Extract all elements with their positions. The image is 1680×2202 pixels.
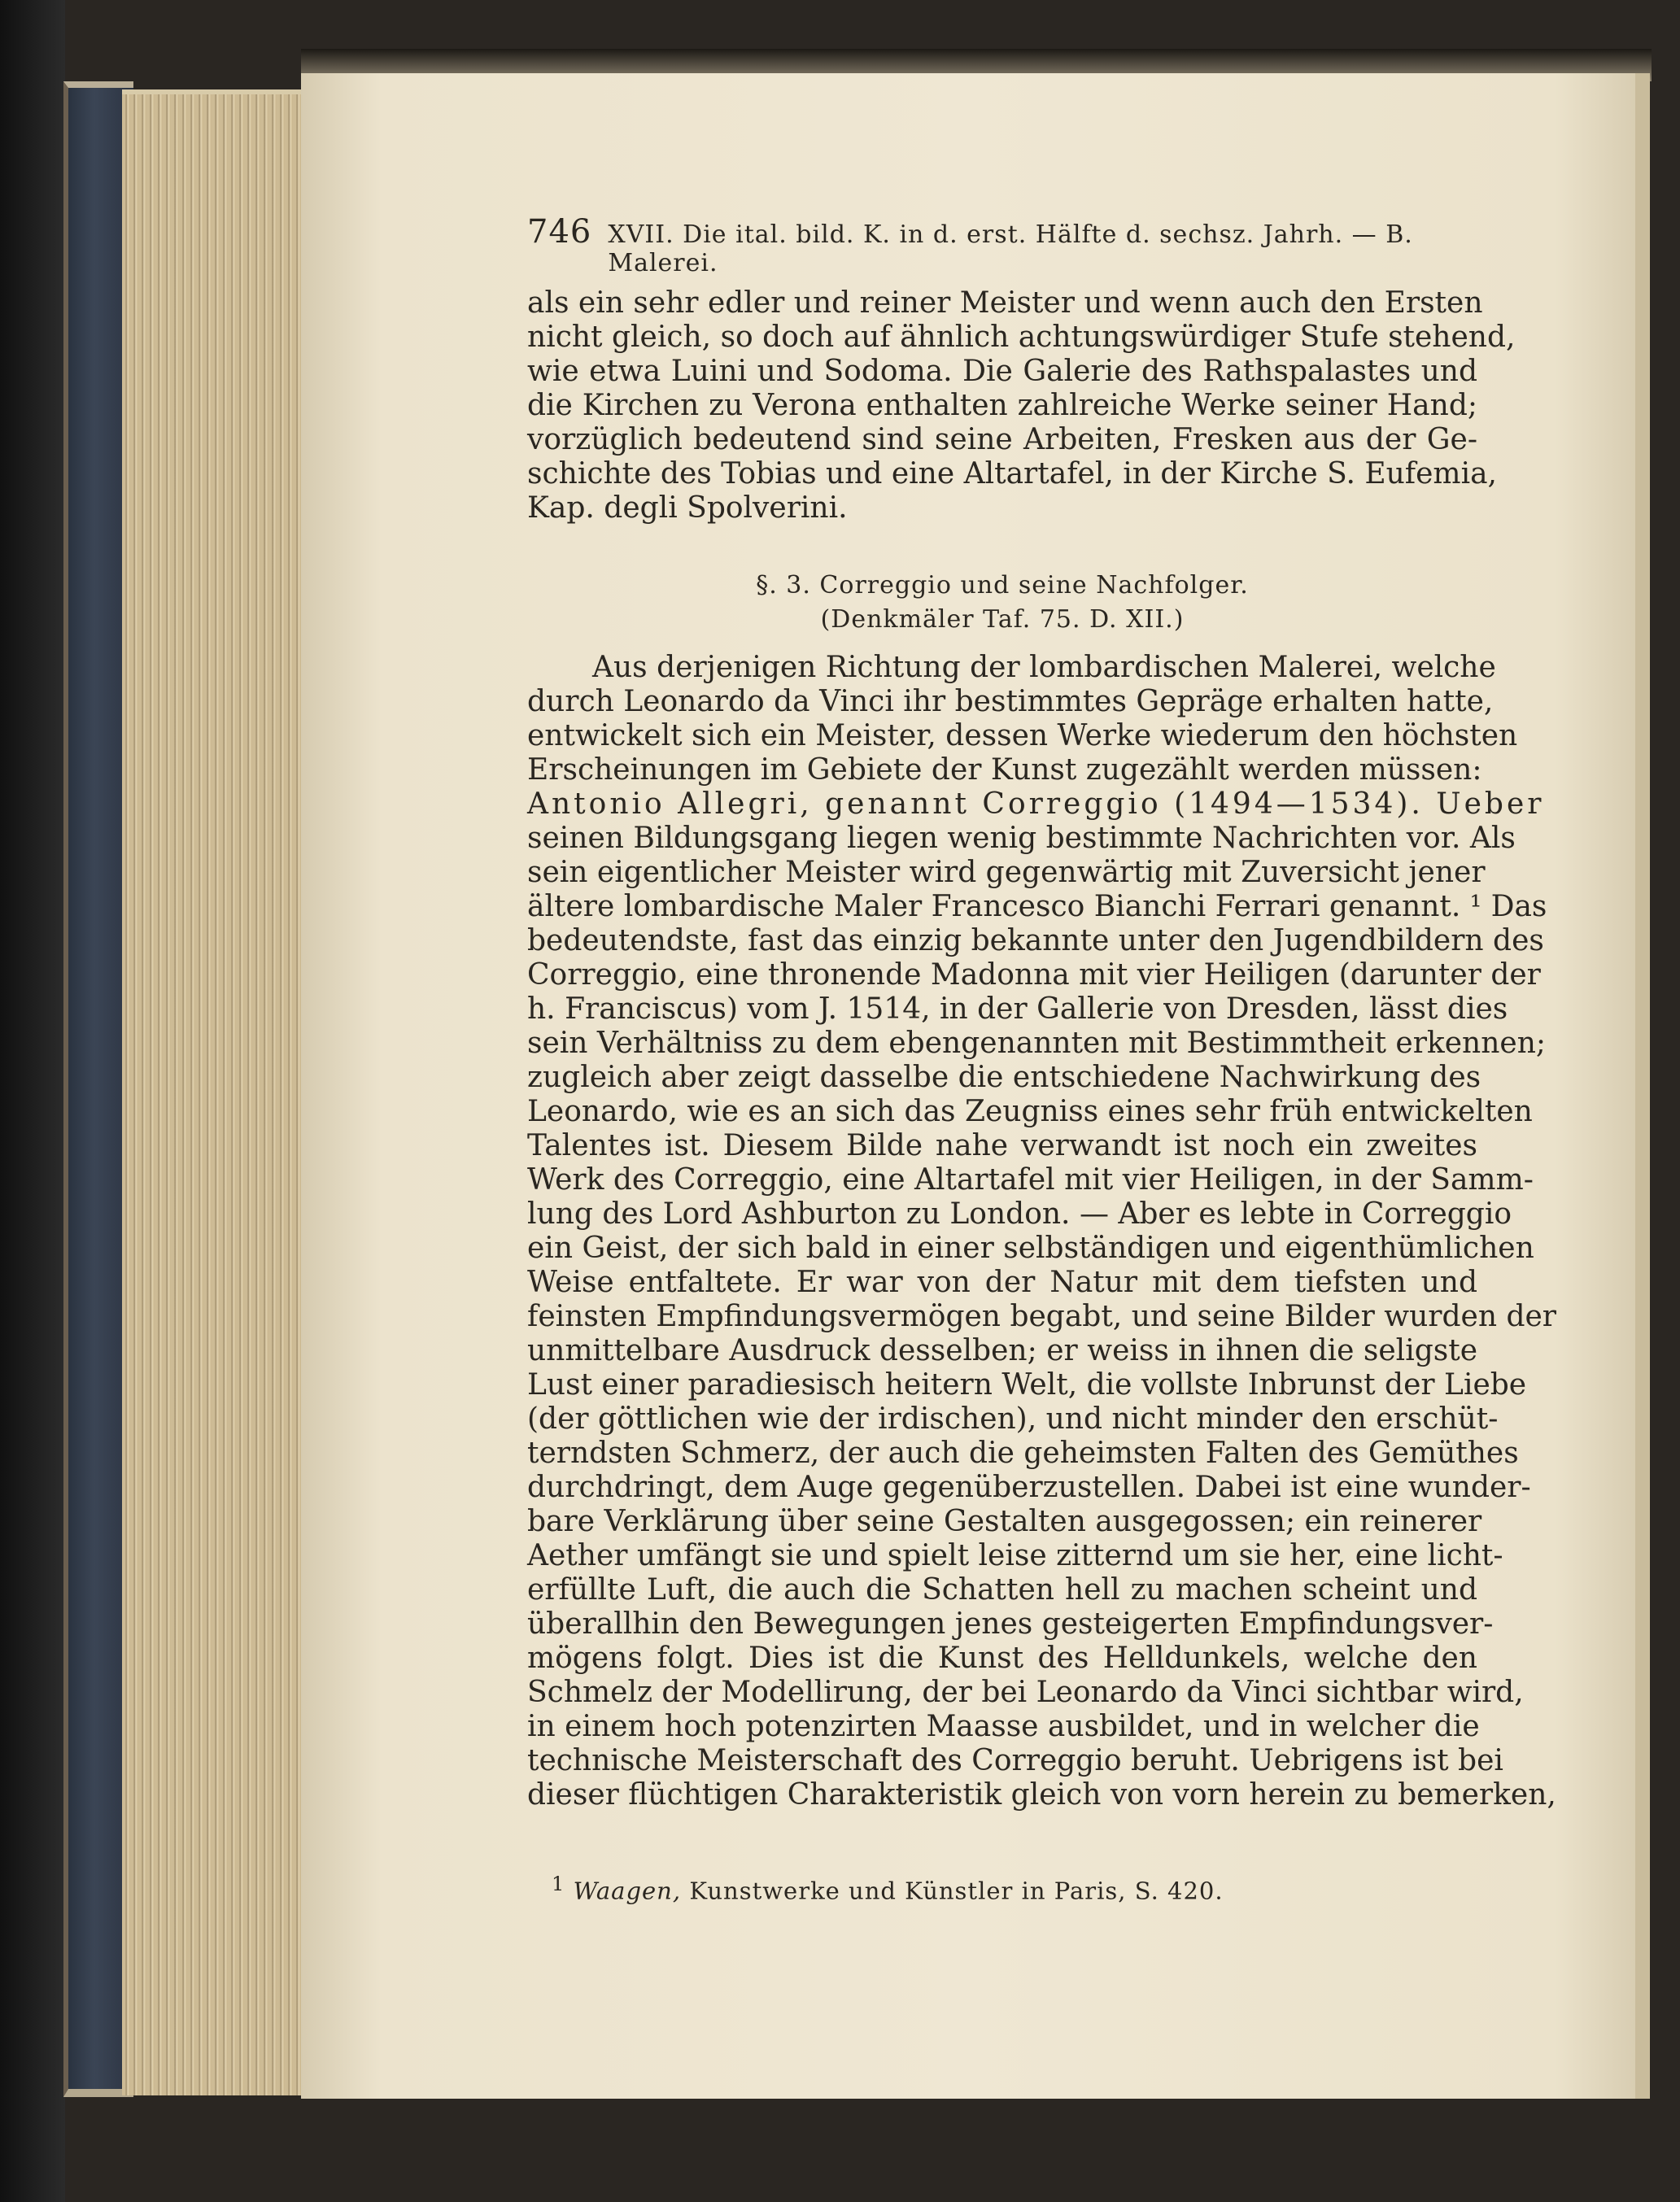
footnote-text: Kunstwerke und Künstler in Paris, S. 420. [689, 1877, 1224, 1905]
paragraph2-line: lung des Lord Ashburton zu London. — Aber es lebte in Correggio [527, 1197, 1512, 1231]
paragraph1-line: nicht gleich, so doch auf ähnlich achtungswürdiger Stufe stehend, [527, 320, 1516, 354]
running-title: XVII. Die ital. bild. K. in d. erst. Hälfte d. sechsz. Jahrh. — B. Malerei. [608, 220, 1413, 277]
paragraph1-line: vorzüglich bedeutend sind seine Arbeiten, Fresken aus der Ge- [527, 423, 1477, 456]
running-header [527, 213, 1477, 277]
paragraph2-line: ein Geist, der sich bald in einer selbständigen und eigenthümlichen [527, 1232, 1534, 1265]
paragraph2-line: Weise entfaltete. Er war von der Natur mit dem tiefsten und [527, 1266, 1477, 1299]
paragraph2-line: terndsten Schmerz, der auch die geheimsten Falten des Gemüthes [527, 1437, 1519, 1470]
paragraph2-line: entwickelt sich ein Meister, dessen Werke wiederum den höchsten [527, 719, 1518, 752]
paragraph2-line: h. Franciscus) vom J. 1514, in der Gallerie von Dresden, lässt dies [527, 992, 1508, 1026]
paragraph2-line: in einem hoch potenzirten Maasse ausbildet, und in welcher die [527, 1710, 1480, 1743]
paragraph1-line: wie etwa Luini und Sodoma. Die Galerie des Rathspalastes und [527, 355, 1477, 388]
paragraph2-line: Erscheinungen im Gebiete der Kunst zugezählt werden müssen: [527, 753, 1482, 787]
paragraph1-line: die Kirchen zu Verona enthalten zahlreiche Werke seiner Hand; [527, 389, 1477, 422]
paragraph2-line: (der göttlichen wie der irdischen), und nicht minder den erschüt- [527, 1402, 1499, 1436]
paragraph2-line: feinsten Empfindungsvermögen begabt, und seine Bilder wurden der [527, 1300, 1557, 1333]
paragraph2-line: Leonardo, wie es an sich das Zeugniss eines sehr früh entwickelten [527, 1095, 1533, 1128]
paragraph2-line: überallhin den Bewegungen jenes gesteigerten Empfindungsver- [527, 1607, 1494, 1641]
footnote [552, 1873, 1224, 1905]
paragraph2-line: technische Meisterschaft des Correggio beruht. Uebrigens ist bei [527, 1744, 1503, 1777]
paragraph2-line: Schmelz der Modellirung, der bei Leonardo da Vinci sichtbar wird, [527, 1676, 1524, 1709]
paragraph2-line: bedeutendste, fast das einzig bekannte unter den Jugendbildern des [527, 924, 1544, 957]
footnote-author: Waagen, [573, 1877, 682, 1905]
paragraph2-line: bare Verklärung über seine Gestalten ausgegossen; ein reinerer [527, 1505, 1482, 1538]
paragraph2-line: erfüllte Luft, die auch die Schatten hell zu machen scheint und [527, 1573, 1477, 1607]
section-heading: §. 3. Correggio und seine Nachfolger. [756, 571, 1249, 600]
paragraph2-line: Antonio Allegri, genannt Correggio (1494—1534). Ueber [527, 787, 1545, 821]
section-subheading: (Denkmäler Taf. 75. D. XII.) [820, 605, 1185, 634]
paragraph2-line: seinen Bildungsgang liegen wenig bestimmte Nachrichten vor. Als [527, 822, 1516, 855]
paragraph1-line: schichte des Tobias und eine Altartafel, in der Kirche S. Eufemia, [527, 457, 1497, 491]
paragraph2-line: Aether umfängt sie und spielt leise zitternd um sie her, eine licht- [527, 1539, 1503, 1572]
paragraph2-line: zugleich aber zeigt dasselbe die entschiedene Nachwirkung des [527, 1061, 1481, 1094]
paragraph2-line: Correggio, eine thronende Madonna mit vier Heiligen (darunter der [527, 958, 1541, 992]
paragraph2-line: Lust einer paradiesisch heitern Welt, die vollste Inbrunst der Liebe [527, 1368, 1527, 1402]
paragraph2-line: sein Verhältniss zu dem ebengenannten mit Bestimmtheit erkennen; [527, 1027, 1547, 1060]
paragraph2-line: dieser flüchtigen Charakteristik gleich von vorn herein zu bemerken, [527, 1778, 1556, 1812]
paragraph2-line: mögens folgt. Dies ist die Kunst des Helldunkels, welche den [527, 1642, 1477, 1675]
paragraph1-line: Kap. degli Spolverini. [527, 491, 848, 525]
paragraph2-line: Talentes ist. Diesem Bilde nahe verwandt ist noch ein zweites [527, 1129, 1477, 1162]
page-edges [122, 89, 309, 2095]
paragraph2-line: unmittelbare Ausdruck desselben; er weiss in ihnen die seligste [527, 1334, 1477, 1367]
paragraph2-line: durchdringt, dem Auge gegenüberzustellen. Dabei ist eine wunder- [527, 1471, 1531, 1504]
paragraph2-line: Werk des Correggio, eine Altartafel mit vier Heiligen, in der Samm- [527, 1163, 1534, 1197]
paragraph2-line: durch Leonardo da Vinci ihr bestimmtes Gepräge erhalten hatte, [527, 685, 1494, 718]
paragraph2-line: sein eigentlicher Meister wird gegenwärtig mit Zuversicht jener [527, 856, 1486, 889]
footnote-marker: 1 [552, 1873, 565, 1895]
background-edge [0, 0, 65, 2202]
page-number: 746 [527, 213, 592, 251]
paragraph2-line: ältere lombardische Maler Francesco Bianchi Ferrari genannt. ¹ Das [527, 890, 1547, 923]
paragraph1-line: als ein sehr edler und reiner Meister und wenn auch den Ersten [527, 286, 1483, 320]
paragraph2-line: Aus derjenigen Richtung der lombardischen Malerei, welche [592, 651, 1496, 684]
